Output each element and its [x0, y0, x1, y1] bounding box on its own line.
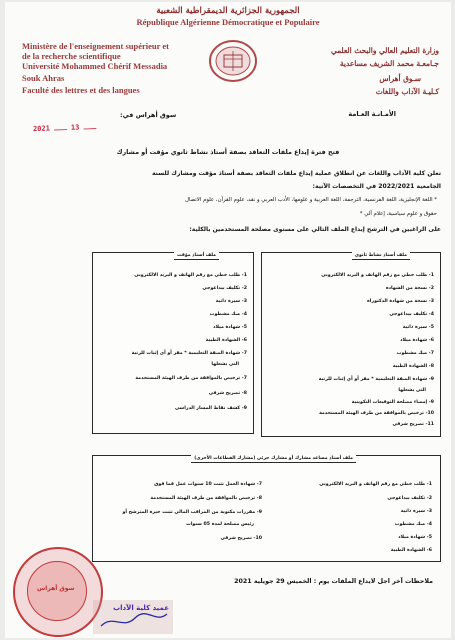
announcement-title: فتح فترة إيداع ملفات التعاقد بصفة أستاذ نشاط ثانوي مؤقت أو مشارك	[116, 148, 340, 156]
secondary-teacher-file-box	[261, 252, 441, 437]
date-line: سوق أهراس في:	[120, 111, 177, 119]
list-item-continuation: رئيس مصلحة لمدة 05 سنوات	[186, 522, 254, 527]
list-item: 3- سيرة ذاتية	[215, 299, 247, 304]
instruction-line: على الراغبين في الترشح إيداع الملف التالي على مستوى مصلحة المستخدمين بالكلية:	[189, 226, 441, 233]
list-item: 7- شهادة الصفة التعليمية * مقر أو أي إثبات للرتبة	[131, 351, 247, 356]
list-item: 2- تكليف بيداغوجي	[202, 286, 247, 291]
list-item: 7- صك مشطوب	[396, 351, 434, 356]
fr-ministry-line1: Ministère de l'enseignement supérieur et	[22, 41, 169, 51]
list-item: 9- مقررات مكتوبة من المراقب المالي تثبت خبرة المترشح أو	[122, 510, 262, 515]
list-item: 6- الشهادة الطبية	[390, 548, 432, 553]
list-item: 11- تصريح شرفي	[392, 422, 434, 427]
associate-teacher-file-box	[92, 455, 441, 562]
document-page	[5, 2, 451, 638]
list-item: 10- ترخيص بالموافقة من طرف الهيئة المستخدمة	[319, 411, 434, 416]
temporary-teacher-file-box	[92, 252, 254, 434]
paragraph-line1: تعلن كلية الآداب واللغات عن انطلاق عملية إيداع ملفات التعاقد بصفة أستاذ مؤقت ومشارك للسنة	[151, 170, 441, 177]
specialties-line1: * اللغة الإنجليزية، اللغة الفرنسية، الترجمة، اللغة العربية و علومها، الأدب العربي و نقد، علوم القرآن، علوم الاتصال	[185, 197, 437, 203]
list-item: 6- الشهادة الطبية	[205, 338, 247, 343]
list-item: 5- سيرة ذاتية	[402, 325, 434, 330]
list-item: 7- ترخيص بالموافقة من طرف الهيئة المستخدمة	[135, 376, 247, 381]
list-item: 5- شهادة ميلاد	[213, 325, 247, 330]
signature-title: عميد كلية الآداب	[113, 604, 169, 612]
fr-city: Souk Ahras	[22, 73, 65, 83]
list-item: 8- تصريح شرفي	[208, 391, 247, 396]
list-item: 9- شهادة الصفة التعليمية * مقر أو أي إثبات للرتبة	[318, 377, 434, 382]
fr-ministry-line2: de la recherche scientifique	[22, 51, 121, 61]
stamp-text: سوق أهراس	[37, 585, 75, 592]
list-item: 5- شهادة ميلاد	[398, 535, 432, 540]
list-item: 2- نسخة من الشهادة	[385, 286, 434, 291]
ar-republic-heading: الجمهورية الجزائرية الديمقراطية الشعبية	[156, 6, 300, 16]
ar-faculty: كـليـة الآداب واللغات	[375, 87, 439, 96]
list-item: 4- تكليف بيداغوجي	[389, 312, 434, 317]
official-stamp	[13, 547, 103, 637]
list-item: 1- طلب خطي مع رقم الهاتف و البريد الالكتروني	[321, 273, 434, 278]
list-item: 10- تصريح شرفي	[220, 536, 262, 541]
fr-university: Université Mohammed Chérif Messadia	[22, 61, 168, 71]
fr-republic-heading: République Algérienne Démocratique et Populaire	[136, 17, 320, 27]
list-item: 1- طلب خطي مع رقم الهاتف و البريد الالكتروني	[319, 482, 432, 487]
ar-office: الأمـانـة العـامة	[348, 110, 396, 118]
paragraph-line2: الجامعية 2022/2021 في التخصصات الآتية:	[312, 183, 441, 190]
temporary-teacher-file-title: ملف أستاذ مؤقت	[174, 252, 219, 260]
list-item: 9- إمضاء مصلحة التوقيعات التكوينية	[351, 400, 434, 405]
deadline-note: ملاحظات آخر اجل لايداع الملفات يوم : الخميس 29 جويلية 2021	[234, 578, 433, 585]
list-item: 8- ترخيص بالموافقة من طرف الهيئة المستخدمة	[150, 496, 262, 501]
list-item: 3- سيرة ذاتية	[400, 509, 432, 514]
list-item: 1- طلب خطي مع رقم الهاتف و البريد الالكتروني	[134, 273, 247, 278]
handwritten-date: 2021 ـــ 13 ـــ	[32, 122, 97, 134]
list-item: 6- شهادة ميلاد	[400, 338, 434, 343]
ar-city: سـوق أهراس	[379, 74, 421, 83]
list-item: 4- صك مشطوب	[394, 522, 432, 527]
signature-block	[93, 600, 173, 634]
ar-university: جـامعـة محمد الشريف مساعدية	[339, 59, 439, 68]
associate-teacher-file-title: ملف أستاذ مساعد مشارك أو مشارك جزئي (مشارك القطاعات الأخرى)	[191, 455, 356, 463]
secondary-teacher-file-title: ملف أستاذ نشاط ثانوي	[352, 252, 410, 260]
list-item: 2- تكليف بيداغوجي	[387, 496, 432, 501]
fr-faculty: Faculté des lettres et des langues	[22, 85, 140, 95]
list-item-continuation: التي يشغلها	[211, 362, 239, 367]
list-item: 9- كشف نقاط المسار الدراسي	[174, 406, 247, 411]
signature-scribble	[93, 600, 173, 634]
list-item: 7- شهادة العمل تثبت 10 سنوات عمل فما فوق	[154, 482, 262, 487]
list-item-continuation: التي يشغلها	[398, 388, 426, 393]
list-item: 4- صك مشطوب	[209, 312, 247, 317]
specialties-line2: حقوق و علوم سياسية، إعلام آلي *	[359, 211, 437, 217]
list-item: 3- نسخة من شهادة الدكتوراه	[367, 299, 434, 304]
ar-ministry: وزارة التعليم العالي والبحث العلمي	[330, 46, 439, 55]
list-item: 8- الشهادة الطبية	[392, 364, 434, 369]
university-logo	[208, 38, 258, 84]
